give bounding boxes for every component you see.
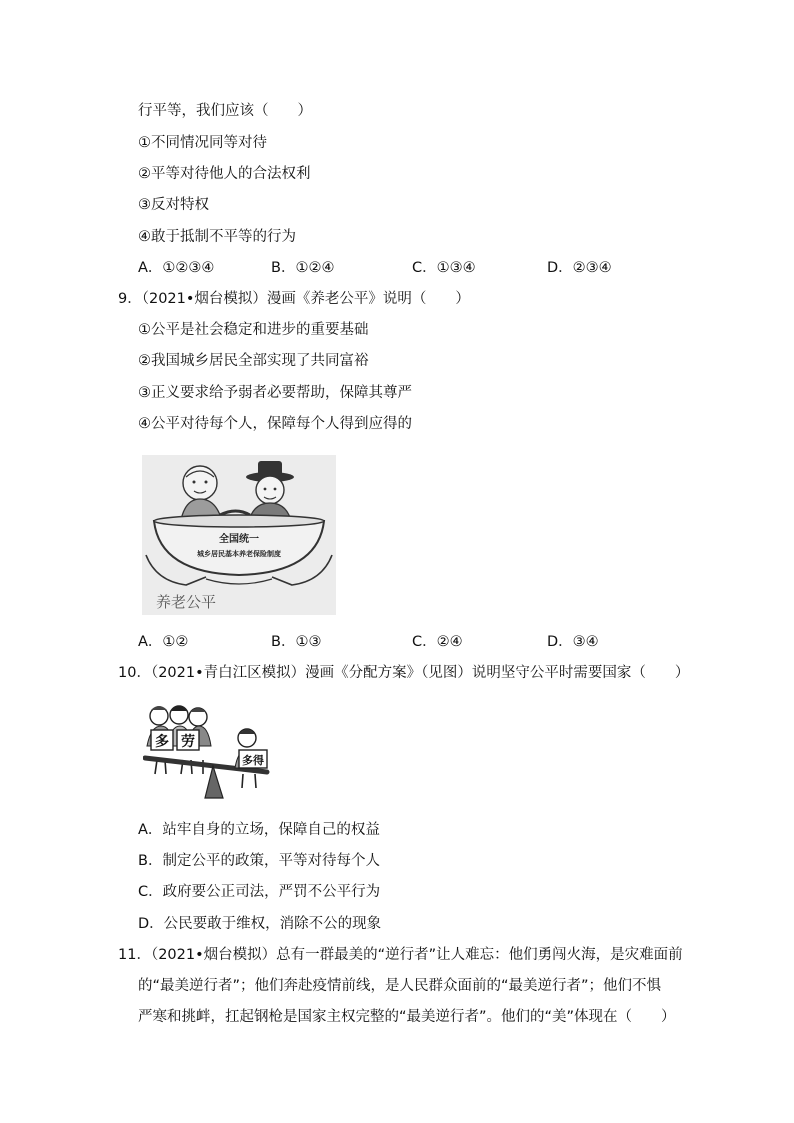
q10-option-c[interactable]: C．政府要公正司法，严罚不公平行为 xyxy=(138,884,381,900)
sign-right: 多得 xyxy=(242,754,264,767)
q9-item-2: ②我国城乡居民全部实现了共同富裕 xyxy=(138,353,369,369)
pension-fairness-cartoon xyxy=(142,455,336,615)
q9-item-3: ③正义要求给予弱者必要帮助，保障其尊严 xyxy=(138,385,412,401)
q11-stem-line-3: 严寒和挑衅，扛起钢枪是国家主权完整的“最美逆行者”。他们的“美”体现在（ ） xyxy=(138,1009,676,1025)
q10-option-a[interactable]: A．站牢自身的立场，保障自己的权益 xyxy=(138,822,380,838)
q9-options xyxy=(138,632,738,652)
q8-option-a[interactable]: A．①②③④ xyxy=(138,260,215,276)
bowl-text-1: 全国统一 xyxy=(219,534,259,545)
q10-option-d[interactable]: D．公民要敢于维权，消除不公的现象 xyxy=(138,916,382,932)
q8-item-2: ②平等对待他人的合法权利 xyxy=(138,166,311,182)
q8-option-b[interactable]: B．①②④ xyxy=(271,260,335,276)
q8-options xyxy=(138,258,738,278)
q8-item-1: ①不同情况同等对待 xyxy=(138,135,267,151)
q9-item-1: ①公平是社会稳定和进步的重要基础 xyxy=(138,322,369,338)
q11-stem-line-1: 11．（2021•烟台模拟）总有一群最美的“逆行者”让人难忘：他们勇闯火海，是灾难面前 xyxy=(118,947,683,963)
q8-option-d[interactable]: D．②③④ xyxy=(547,260,612,276)
sign-left-2: 劳 xyxy=(181,734,195,750)
q9-option-a[interactable]: A．①② xyxy=(138,634,189,650)
q11-stem-line-2: 的“最美逆行者”；他们奔赴疫情前线，是人民群众面前的“最美逆行者”；他们不惧 xyxy=(138,978,662,994)
bowl-text-2: 城乡居民基本养老保险制度 xyxy=(197,550,281,558)
q8-item-3: ③反对特权 xyxy=(138,197,209,213)
distribution-plan-cartoon xyxy=(143,700,273,802)
sign-left-1: 多 xyxy=(155,734,169,750)
q9-stem: 9．（2021•烟台模拟）漫画《养老公平》说明（ ） xyxy=(118,291,470,307)
q9-option-c[interactable]: C．②④ xyxy=(412,634,463,650)
q10-option-b[interactable]: B．制定公平的政策，平等对待每个人 xyxy=(138,853,380,869)
q9-option-b[interactable]: B．①③ xyxy=(271,634,322,650)
q8-item-4: ④敢于抵制不平等的行为 xyxy=(138,229,296,245)
q10-stem: 10．（2021•青白江区模拟）漫画《分配方案》（见图）说明坚守公平时需要国家（ ） xyxy=(118,665,690,681)
cartoon-caption: 养老公平 xyxy=(156,593,217,611)
q8-option-c[interactable]: C．①③④ xyxy=(412,260,476,276)
q9-option-d[interactable]: D．③④ xyxy=(547,634,599,650)
q8-stem-tail: 行平等，我们应该（ ） xyxy=(138,103,312,119)
q9-item-4: ④公平对待每个人，保障每个人得到应得的 xyxy=(138,416,412,432)
